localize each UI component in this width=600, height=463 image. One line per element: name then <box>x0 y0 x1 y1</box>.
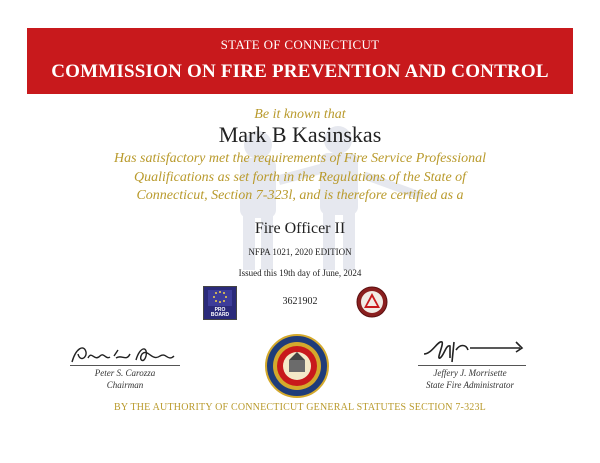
stars-ring-icon <box>204 287 236 309</box>
proboard-label-1: PRO <box>214 307 226 313</box>
certificate-number: 3621902 <box>282 296 318 307</box>
issue-date: Issued this 19th day of June, 2024 <box>238 268 362 278</box>
administrator-signature-icon <box>420 332 530 368</box>
chairman-title: Chairman <box>106 380 144 390</box>
standard-edition: NFPA 1021, 2020 EDITION <box>248 247 352 257</box>
left-signature-line <box>70 365 180 366</box>
statement-line-2: Qualifications as set forth in the Regulations of the State of <box>133 170 467 185</box>
right-signature-line <box>418 365 526 366</box>
commission-title: COMMISSION ON FIRE PREVENTION AND CONTROL <box>51 61 549 82</box>
intro-text: Be it known that <box>254 107 346 122</box>
statement-line-1: Has satisfactory met the requirements of Fire Service Professional <box>114 151 486 166</box>
administrator-name: Jeffery J. Morrisette <box>433 368 507 378</box>
statement-line-3: Connecticut, Section 7-323l, and is therefore certified as a <box>136 188 464 203</box>
header-banner <box>27 28 573 94</box>
recipient-name: Mark B Kasinskas <box>218 122 382 147</box>
state-label: STATE OF CONNECTICUT <box>220 37 380 52</box>
administrator-title: State Fire Administrator <box>425 380 514 390</box>
accreditation-seal-icon <box>356 286 388 318</box>
chairman-name: Peter S. Carozza <box>94 368 156 378</box>
proboard-label-2: BOARD <box>210 312 230 318</box>
authority-footer: BY THE AUTHORITY OF CONNECTICUT GENERAL STATUTES SECTION 7-323L <box>114 402 486 413</box>
proboard-seal-icon <box>203 286 237 320</box>
certification-title: Fire Officer II <box>254 220 346 237</box>
commission-seal-icon <box>265 334 329 398</box>
